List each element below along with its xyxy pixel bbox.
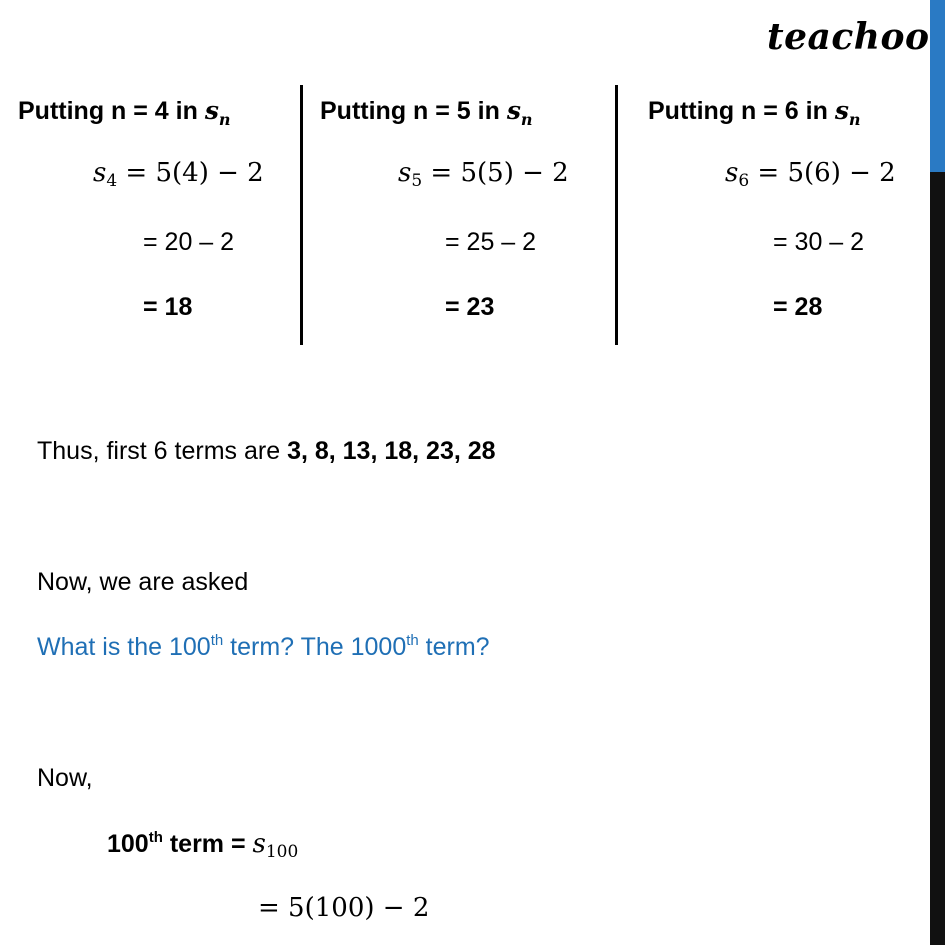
term-100-step: = 5(100) − 2: [258, 893, 430, 923]
column-1-result: = 18: [143, 293, 193, 321]
sidebar-accent-strip: [930, 0, 945, 172]
variable-s-100: $s_{100}$: [252, 829, 299, 862]
now-line: Now,: [37, 764, 93, 792]
column-3-equation: $s_6 = 5(6) - 2$: [725, 158, 896, 191]
summary-line: Thus, first 6 terms are 3, 8, 13, 18, 23, 28: [37, 437, 496, 465]
column-2-step: = 25 – 2: [445, 228, 537, 256]
column-divider-2: [615, 85, 618, 345]
variable-s-n: $s_n$: [834, 96, 861, 129]
column-3-step: = 30 – 2: [773, 228, 865, 256]
column-1-step: = 20 – 2: [143, 228, 235, 256]
column-2-equation: $s_5 = 5(5) - 2$: [398, 158, 569, 191]
asked-line: Now, we are asked: [37, 568, 249, 596]
summary-terms: 3, 8, 13, 18, 23, 28: [287, 437, 496, 465]
question-line: What is the 100th term? The 1000th term?: [37, 632, 490, 661]
column-3-result: = 28: [773, 293, 823, 321]
column-1-heading: Putting n = 4 in $s_n$: [18, 96, 231, 129]
column-divider-1: [300, 85, 303, 345]
column-1-equation: $s_4 = 5(4) - 2$: [93, 158, 264, 191]
column-2-heading: Putting n = 5 in $s_n$: [320, 96, 533, 129]
column-2-result: = 23: [445, 293, 495, 321]
variable-s-n: $s_n$: [204, 96, 231, 129]
variable-s-n: $s_n$: [506, 96, 533, 129]
teachoo-logo: teachoo: [767, 16, 930, 58]
term-100-label: 100th term = $s_{100}$: [107, 829, 299, 862]
column-3-heading: Putting n = 6 in $s_n$: [648, 96, 861, 129]
